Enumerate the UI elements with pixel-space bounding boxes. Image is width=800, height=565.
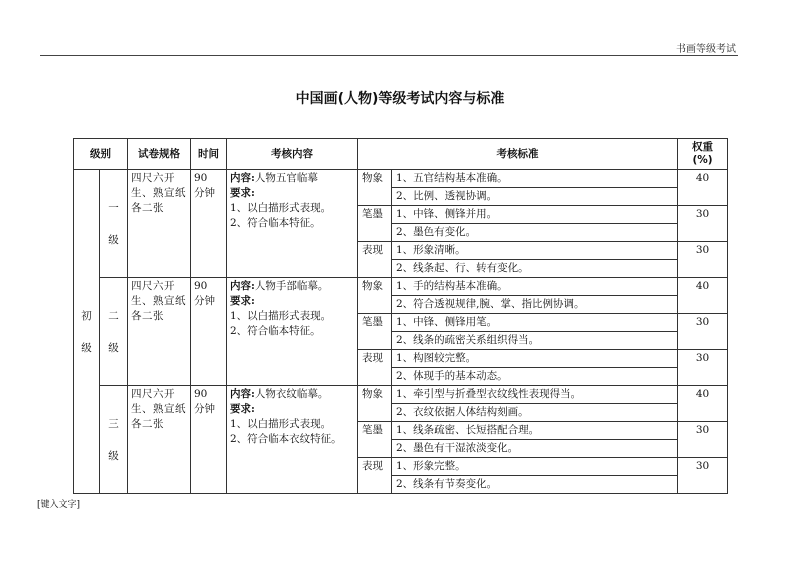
header-paper: 试卷规格 bbox=[128, 139, 191, 170]
sub-level-cell bbox=[100, 170, 128, 278]
table-row bbox=[74, 386, 728, 404]
requirement-item: 2、符合临本特征。 bbox=[230, 217, 321, 229]
table-row bbox=[74, 170, 728, 188]
requirement-item: 1、以白描形式表现。 bbox=[230, 418, 332, 430]
content-cell bbox=[227, 170, 358, 278]
weight-cell: 30 bbox=[678, 206, 728, 242]
header-time: 时间 bbox=[191, 139, 227, 170]
criterion-item: 1、五官结构基本准确。 bbox=[392, 170, 678, 188]
aspect-cell: 物象 bbox=[358, 278, 392, 314]
content-text: 人物手部临摹。 bbox=[254, 280, 329, 292]
criterion-item: 2、符合透视规律,腕、掌、指比例协调。 bbox=[392, 296, 678, 314]
time-cell: 90 分钟 bbox=[191, 278, 227, 386]
content-label: 内容: bbox=[230, 280, 255, 292]
aspect-cell: 表现 bbox=[358, 242, 392, 278]
aspect-cell: 物象 bbox=[358, 170, 392, 206]
time-cell: 90 分钟 bbox=[191, 170, 227, 278]
aspect-cell: 表现 bbox=[358, 458, 392, 494]
header-level: 级别 bbox=[74, 139, 128, 170]
content-label: 内容: bbox=[230, 388, 255, 400]
criterion-item: 2、墨色有干湿浓淡变化。 bbox=[392, 440, 678, 458]
criterion-item: 2、墨色有变化。 bbox=[392, 224, 678, 242]
header-weight: 权重 (%) bbox=[678, 139, 728, 170]
content-cell bbox=[227, 278, 358, 386]
paper-spec-cell: 四尺六开生、熟宣纸各二张 bbox=[128, 170, 191, 278]
aspect-cell: 笔墨 bbox=[358, 314, 392, 350]
sub-level-label: 二 级 bbox=[108, 309, 119, 354]
weight-cell: 30 bbox=[678, 242, 728, 278]
table-row bbox=[74, 278, 728, 296]
criterion-item: 1、中锋、侧锋用笔。 bbox=[392, 314, 678, 332]
header-standard: 考核标准 bbox=[358, 139, 678, 170]
criterion-item: 1、中锋、侧锋并用。 bbox=[392, 206, 678, 224]
running-header: 书画等级考试 bbox=[676, 44, 736, 55]
main-level-cell bbox=[74, 170, 100, 494]
requirements-label: 要求: bbox=[230, 295, 255, 307]
criterion-item: 1、牵引型与折叠型衣纹线性表现得当。 bbox=[392, 386, 678, 404]
criterion-item: 2、线条有节奏变化。 bbox=[392, 476, 678, 494]
weight-cell: 30 bbox=[678, 350, 728, 386]
header-rule bbox=[40, 55, 738, 56]
content-text: 人物五官临摹 bbox=[254, 172, 318, 184]
standards-table bbox=[73, 138, 728, 494]
criterion-item: 1、手的结构基本准确。 bbox=[392, 278, 678, 296]
footer-placeholder: [键入文字] bbox=[37, 500, 81, 510]
criterion-item: 2、体现手的基本动态。 bbox=[392, 368, 678, 386]
document-title: 中国画(人物)等级考试内容与标准 bbox=[295, 91, 505, 107]
aspect-cell: 笔墨 bbox=[358, 422, 392, 458]
criterion-item: 2、比例、透视协调。 bbox=[392, 188, 678, 206]
criterion-item: 1、形象完整。 bbox=[392, 458, 678, 476]
criterion-item: 2、衣纹依据人体结构刻画。 bbox=[392, 404, 678, 422]
weight-cell: 40 bbox=[678, 170, 728, 206]
content-label: 内容: bbox=[230, 172, 255, 184]
requirement-item: 2、符合临本衣纹特征。 bbox=[230, 433, 342, 445]
sub-level-label: 一 级 bbox=[108, 201, 119, 246]
aspect-cell: 笔墨 bbox=[358, 206, 392, 242]
criterion-item: 1、形象清晰。 bbox=[392, 242, 678, 260]
sub-level-label: 三 级 bbox=[108, 417, 119, 462]
criterion-item: 2、线条的疏密关系组织得当。 bbox=[392, 332, 678, 350]
weight-cell: 30 bbox=[678, 458, 728, 494]
sub-level-cell bbox=[100, 278, 128, 386]
content-cell bbox=[227, 386, 358, 494]
paper-spec-cell: 四尺六开生、熟宣纸各二张 bbox=[128, 278, 191, 386]
weight-cell: 40 bbox=[678, 278, 728, 314]
requirement-item: 1、以白描形式表现。 bbox=[230, 310, 332, 322]
weight-cell: 30 bbox=[678, 314, 728, 350]
table-header-row bbox=[74, 139, 728, 170]
requirements-label: 要求: bbox=[230, 187, 255, 199]
time-cell: 90 分钟 bbox=[191, 386, 227, 494]
requirements-label: 要求: bbox=[230, 403, 255, 415]
aspect-cell: 物象 bbox=[358, 386, 392, 422]
criterion-item: 1、构图较完整。 bbox=[392, 350, 678, 368]
weight-cell: 30 bbox=[678, 422, 728, 458]
sub-level-cell bbox=[100, 386, 128, 494]
requirement-item: 1、以白描形式表现。 bbox=[230, 202, 332, 214]
criterion-item: 1、线条疏密、长短搭配合理。 bbox=[392, 422, 678, 440]
paper-spec-cell: 四尺六开生、熟宣纸各二张 bbox=[128, 386, 191, 494]
header-content: 考核内容 bbox=[227, 139, 358, 170]
criterion-item: 2、线条起、行、转有变化。 bbox=[392, 260, 678, 278]
main-level-label: 初 级 bbox=[81, 309, 92, 354]
requirement-item: 2、符合临本特征。 bbox=[230, 325, 321, 337]
weight-cell: 40 bbox=[678, 386, 728, 422]
content-text: 人物衣纹临摹。 bbox=[254, 388, 329, 400]
aspect-cell: 表现 bbox=[358, 350, 392, 386]
